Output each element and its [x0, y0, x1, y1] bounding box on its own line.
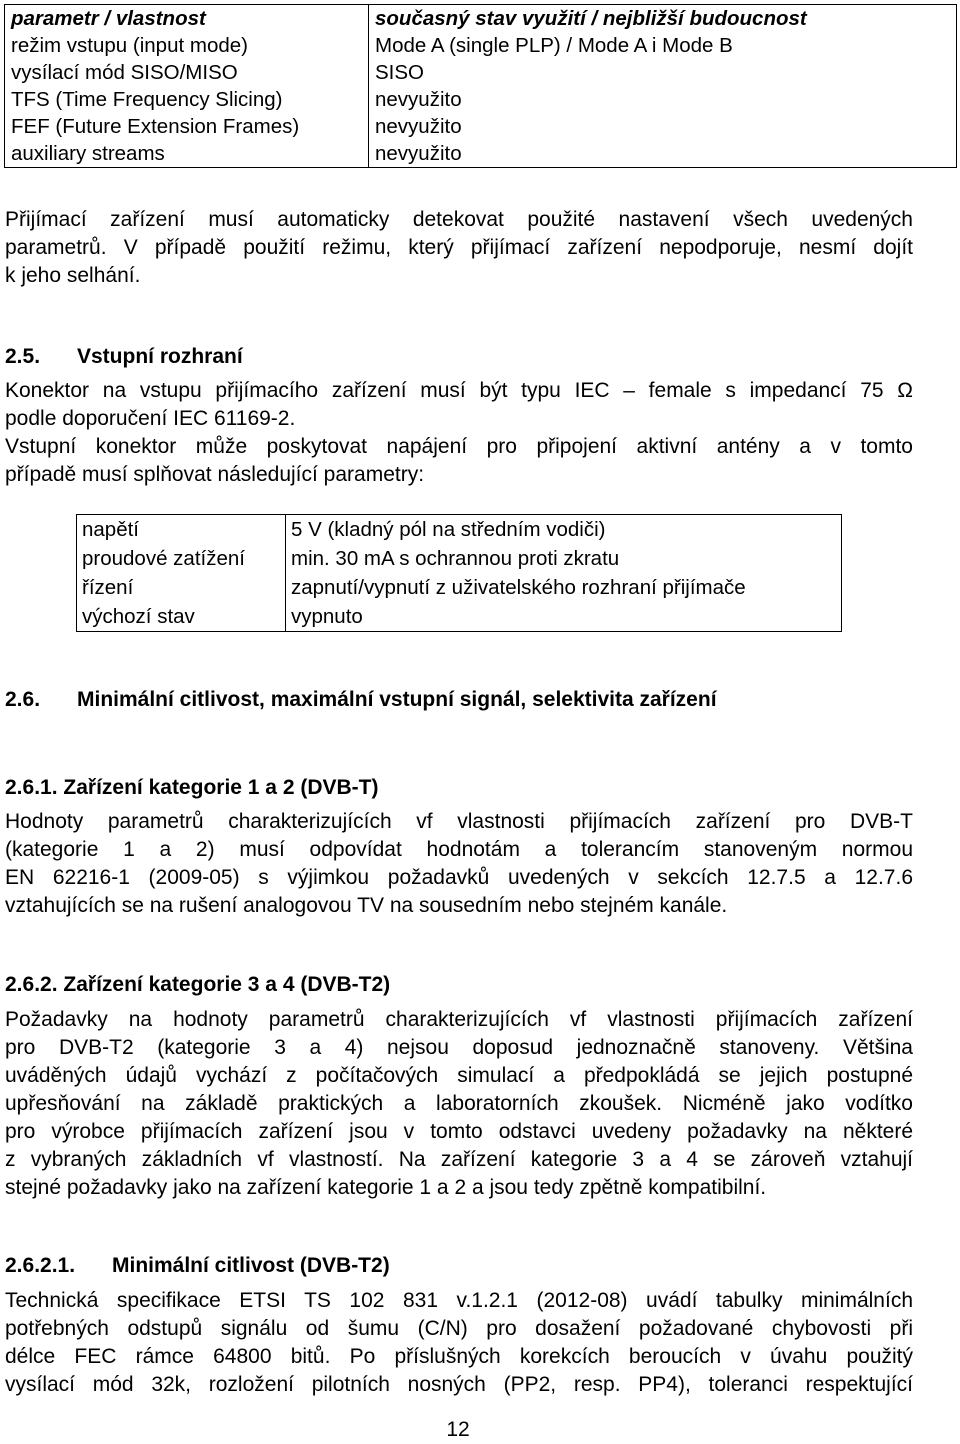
- page-number: 12: [446, 1418, 470, 1441]
- table-cell: řízení: [77, 573, 286, 602]
- table-cell: zapnutí/vypnutí z uživatelského rozhraní přijímače: [286, 573, 842, 602]
- paragraph-dvbt2: [5, 1006, 913, 1202]
- text-line: případě musí splňovat následující parametry:: [5, 463, 425, 486]
- table-cell: Mode A (single PLP) / Mode A i Mode B: [369, 32, 957, 59]
- table-cell: vysílací mód SISO/MISO: [5, 59, 369, 86]
- section-number: 2.6.2.1.: [5, 1254, 76, 1277]
- text-line: Vstupní konektor může poskytovat napájení pro připojení aktivní antény a v tomto: [5, 435, 913, 458]
- paragraph-min-sensitivity: [5, 1287, 913, 1399]
- table-cell: 5 V (kladný pól na středním vodiči): [286, 515, 842, 545]
- text-line: Technická specifikace ETSI TS 102 831 v.1.2.1 (2012-08) uvádí tabulky minimálních: [5, 1289, 913, 1312]
- text-line: pro DVB-T2 (kategorie 3 a 4) nejsou doposud jednoznačně stanoveny. Většina: [5, 1036, 913, 1059]
- section-title: Minimální citlivost (DVB-T2): [112, 1254, 390, 1277]
- section-heading: [5, 774, 378, 802]
- table-row: [77, 602, 842, 632]
- paragraph-connector: [5, 377, 913, 433]
- table-cell: TFS (Time Frequency Slicing): [5, 86, 369, 113]
- section-heading: [5, 343, 243, 371]
- table-cell: napětí: [77, 515, 286, 545]
- table-cell: režim vstupu (input mode): [5, 32, 369, 59]
- section-number: 2.6.1.: [5, 776, 58, 799]
- text-line: Hodnoty parametrů charakterizujících vf vlastnosti přijímacích zařízení pro DVB-T: [5, 810, 913, 833]
- section-number: 2.5.: [5, 345, 41, 368]
- text-line: Požadavky na hodnoty parametrů charakterizujících vf vlastnosti přijímacích zařízení: [5, 1008, 913, 1031]
- table-cell: proudové zatížení: [77, 544, 286, 573]
- table-cell: nevyužito: [369, 113, 957, 140]
- section-title: Zařízení kategorie 1 a 2 (DVB-T): [63, 776, 379, 799]
- text-line: uváděných údajů vychází z počítačových simulací a předpokládá se jejich postupné: [5, 1064, 913, 1087]
- table-cell: výchozí stav: [77, 602, 286, 632]
- section-heading: [5, 686, 717, 714]
- table-cell: SISO: [369, 59, 957, 86]
- text-line: (kategorie 1 a 2) musí odpovídat hodnotám a tolerancím stanoveným normou: [5, 838, 913, 861]
- paragraph-power: [5, 433, 913, 489]
- table-row: [77, 573, 842, 602]
- section-heading: [5, 971, 390, 999]
- text-line: upřesňování na základě praktických a laboratorních zkoušek. Nicméně jako vodítko: [5, 1092, 913, 1115]
- table-cell: auxiliary streams: [5, 140, 369, 168]
- section-number: 2.6.2.: [5, 973, 58, 996]
- text-line: vztahujících se na rušení analogovou TV na sousedním nebo stejném kanále.: [5, 894, 728, 917]
- table-header-cell: parametr / vlastnost: [5, 5, 369, 33]
- text-line: stejné požadavky jako na zařízení kategorie 1 a 2 a jsou tedy zpětně kompatibilní.: [5, 1176, 767, 1199]
- text-line: podle doporučení IEC 61169-2.: [5, 407, 296, 430]
- table-cell: min. 30 mA s ochrannou proti zkratu: [286, 544, 842, 573]
- text-line: délce FEC rámce 64800 bitů. Po příslušných korekcích beroucích v úvahu použitý: [5, 1345, 913, 1368]
- table-cell: nevyužito: [369, 140, 957, 168]
- text-line: vysílací mód 32k, rozložení pilotních nosných (PP2, resp. PP4), toleranci respektující: [5, 1373, 913, 1396]
- table-cell: FEF (Future Extension Frames): [5, 113, 369, 140]
- paragraph-autodetect: [5, 206, 913, 290]
- parameter-table: [4, 4, 957, 168]
- section-title: Minimální citlivost, maximální vstupní signál, selektivita zařízení: [77, 688, 717, 711]
- table-row: [5, 59, 957, 86]
- text-line: EN 62216-1 (2009-05) s výjimkou požadavků uvedených v sekcích 12.7.5 a 12.7.6: [5, 866, 913, 889]
- power-parameter-table: [76, 514, 842, 632]
- section-number: 2.6.: [5, 688, 41, 711]
- section-heading: [5, 1252, 390, 1280]
- table-row: [5, 32, 957, 59]
- text-line: k jeho selhání.: [5, 264, 141, 287]
- paragraph-dvbt: [5, 808, 913, 920]
- text-line: parametrů. V případě použití režimu, který přijímací zařízení nepodporuje, nesmí dojít: [5, 236, 913, 259]
- table-row: [5, 113, 957, 140]
- table-cell: nevyužito: [369, 86, 957, 113]
- text-line: pro výrobce přijímacích zařízení jsou v tomto odstavci uvedeny požadavky na některé: [5, 1120, 913, 1143]
- table-row: [77, 515, 842, 545]
- section-title: Vstupní rozhraní: [77, 345, 243, 368]
- table-header-cell: současný stav využití / nejbližší budoucnost: [369, 5, 957, 33]
- text-line: potřebných odstupů signálu od šumu (C/N) pro dosažení požadované chybovosti při: [5, 1317, 913, 1340]
- text-line: Konektor na vstupu přijímacího zařízení musí být typu IEC – female s impedancí 75 Ω: [5, 379, 913, 402]
- table-row: [5, 140, 957, 168]
- table-header-row: [5, 5, 957, 33]
- text-line: z vybraných základních vf vlastností. Na zařízení kategorie 3 a 4 se zároveň vztahují: [5, 1148, 913, 1171]
- table-cell: vypnuto: [286, 602, 842, 632]
- section-title: Zařízení kategorie 3 a 4 (DVB-T2): [63, 973, 391, 996]
- table-row: [77, 544, 842, 573]
- text-line: Přijímací zařízení musí automaticky detekovat použité nastavení všech uvedených: [5, 208, 913, 231]
- table-row: [5, 86, 957, 113]
